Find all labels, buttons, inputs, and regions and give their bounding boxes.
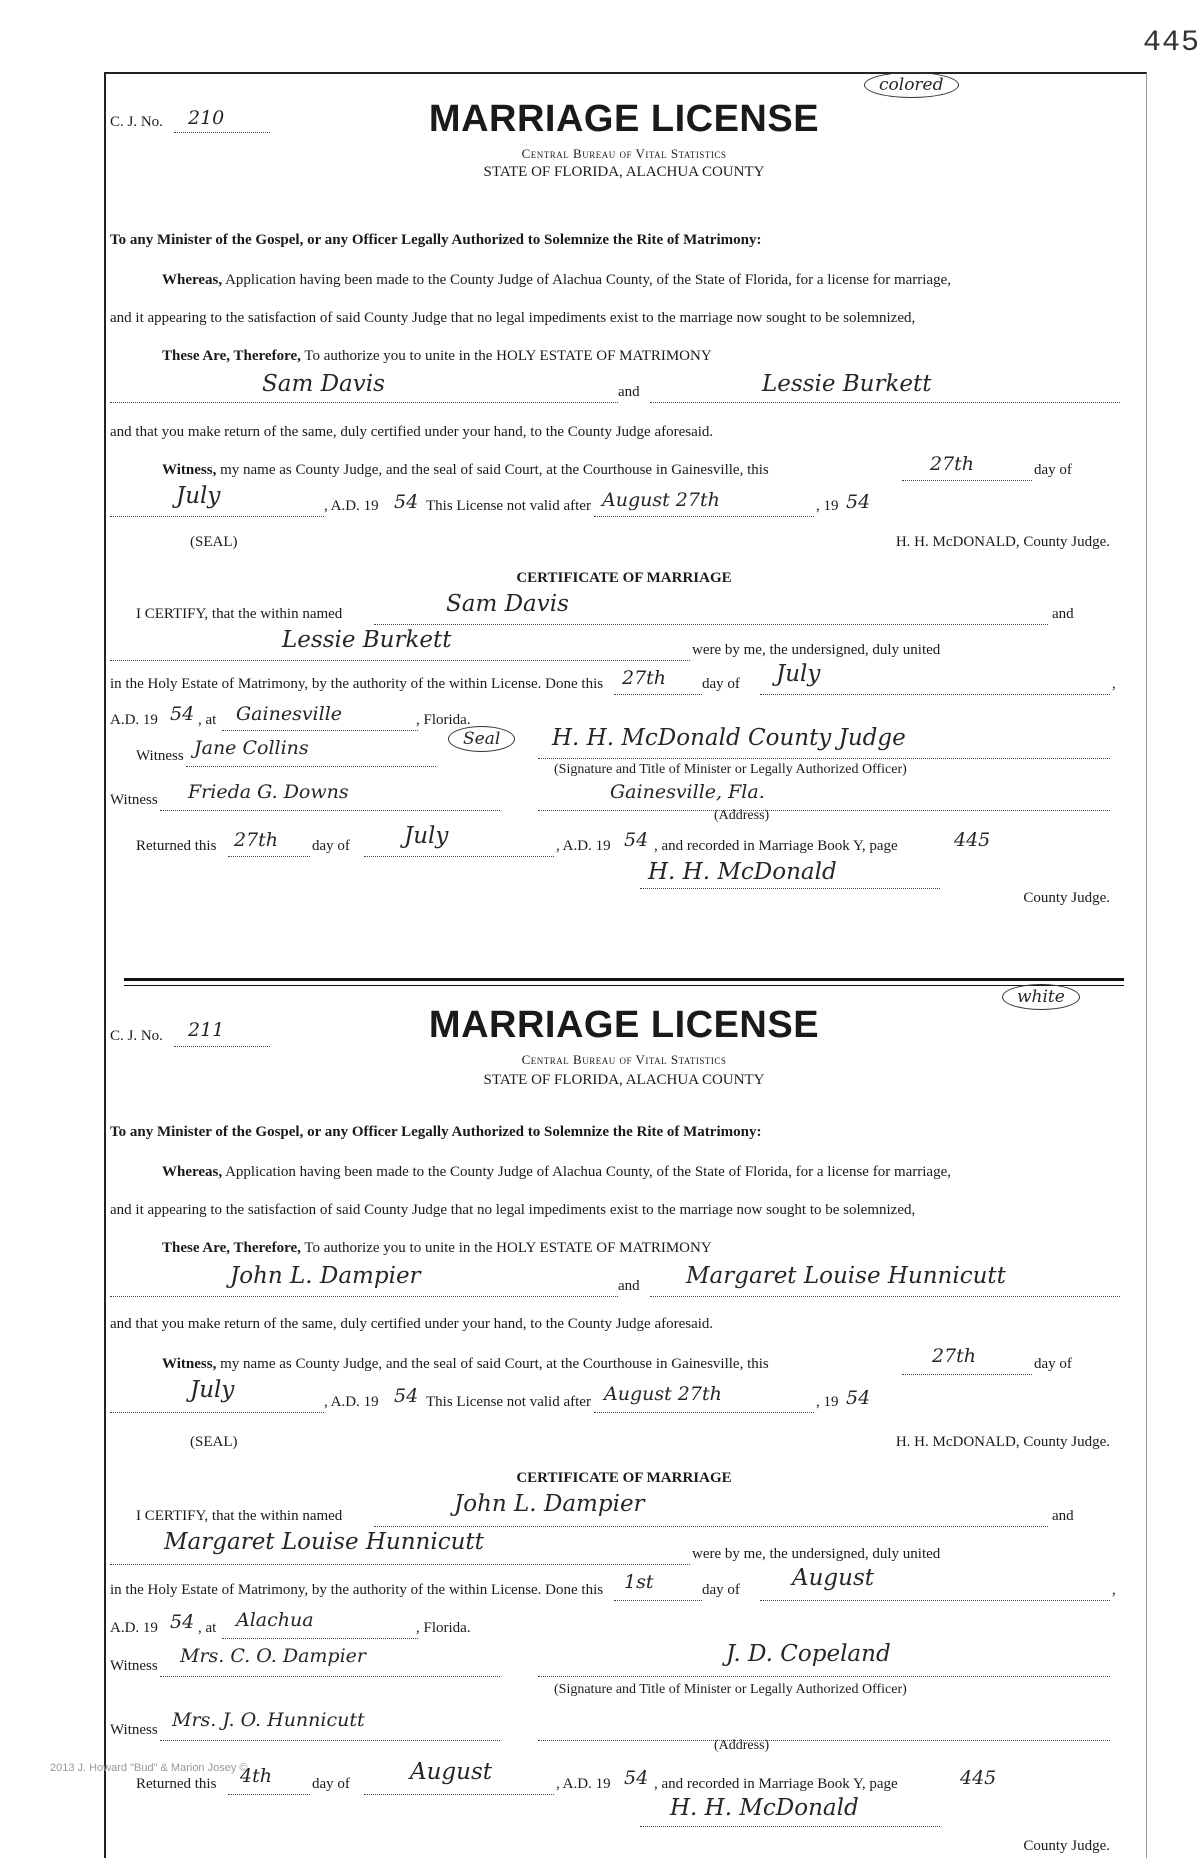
county-judge-label: County Judge. (1023, 890, 1110, 906)
witness2-name: Mrs. J. O. Hunnicutt (172, 1709, 365, 1731)
returned-month: August (410, 1759, 493, 1785)
returned-month: July (404, 823, 449, 849)
groom-name: John L. Dampier (230, 1263, 421, 1289)
license-month: July (176, 483, 221, 509)
witness-label: Witness, (162, 462, 217, 478)
state-county-subtitle: STATE OF FLORIDA, ALACHUA COUNTY (483, 164, 765, 180)
officer-address: Gainesville, Fla. (610, 781, 765, 803)
not-valid-date: August 27th (602, 489, 720, 511)
not-valid-year: 54 (846, 1387, 871, 1409)
license-day: 27th (930, 453, 975, 475)
license-year: 54 (394, 1385, 419, 1407)
return-line: and that you make return of the same, duly certified under your hand, to the County Judge aforesaid. (110, 424, 714, 440)
returned-ad-label: , A.D. 19 (556, 838, 611, 854)
copyright-watermark: 2013 J. Howard "Bud" & Marion Josey © (50, 1762, 248, 1774)
return-line: and that you make return of the same, duly certified under your hand, to the County Judge aforesaid. (110, 1316, 714, 1332)
done-day: 1st (624, 1571, 654, 1593)
cert-year: 54 (170, 1611, 195, 1633)
at-label: , at (198, 1620, 217, 1636)
to-any-minister: To any Minister of the Gospel, or any Officer Legally Authorized to Solemnize the Rite of Matrimony: (110, 1124, 762, 1140)
address-label: (Address) (714, 1738, 770, 1753)
witness2-label: Witness (110, 792, 158, 808)
returned-day: 4th (240, 1765, 272, 1787)
book-page: 445 (960, 1767, 997, 1789)
whereas-line (162, 1162, 951, 1182)
license-2 (110, 987, 1124, 1870)
done-comma: , (1112, 1582, 1116, 1598)
done-comma: , (1112, 676, 1116, 692)
book-page: 445 (954, 829, 991, 851)
county-judge-name: H. H. McDONALD, County Judge. (895, 534, 1110, 550)
to-any-minister: To any Minister of the Gospel, or any Officer Legally Authorized to Solemnize the Rite of Matrimony: (110, 232, 762, 248)
cj-label: C. J. No. (110, 1028, 163, 1044)
whereas-line (162, 270, 951, 290)
and-word: and (618, 384, 640, 400)
cert-groom: Sam Davis (446, 591, 569, 617)
witness-text: my name as County Judge, and the seal of said Court, at the Courthouse in Gainesville, this (220, 1356, 769, 1372)
i-certify-label: I CERTIFY, that the within named (136, 1508, 343, 1524)
at-label: , at (198, 712, 217, 728)
ad-label: , A.D. 19 (324, 498, 379, 514)
ad-label: , A.D. 19 (324, 1394, 379, 1410)
done-month: July (776, 661, 821, 687)
marriage-place: Alachua (236, 1609, 314, 1631)
witness-label: Witness, (162, 1356, 217, 1372)
i-certify-label: I CERTIFY, that the within named (136, 606, 343, 622)
returned-year: 54 (624, 1767, 649, 1789)
cert-ad-label: A.D. 19 (110, 1620, 158, 1636)
returned-day: 27th (234, 829, 279, 851)
not-valid-label: This License not valid after (426, 498, 591, 514)
page-number: 445 (1142, 26, 1200, 60)
section-divider (124, 978, 1124, 986)
these-are-text: To authorize you to unite in the HOLY ESTATE OF MATRIMONY (304, 1240, 712, 1256)
returned-month-field (364, 836, 554, 857)
bride-name: Margaret Louise Hunnicutt (686, 1263, 1006, 1289)
holy-estate-label: in the Holy Estate of Matrimony, by the authority of the within License. Done this (110, 676, 604, 692)
cert-and-label: and (1052, 1508, 1074, 1524)
cert-bride: Lessie Burkett (282, 627, 452, 653)
witness1-label: Witness (110, 1658, 158, 1674)
recorded-label: , and recorded in Marriage Book Y, page (654, 1776, 898, 1792)
address-label: (Address) (714, 808, 770, 823)
officer-address-field (538, 1720, 1110, 1741)
day-of-label: day of (1034, 1356, 1072, 1372)
these-are-line (162, 1238, 712, 1258)
license-day: 27th (932, 1345, 977, 1367)
judge-signature: H. H. McDonald (648, 859, 837, 885)
signature-title-label: (Signature and Title of Minister or Legally Authorized Officer) (554, 762, 907, 777)
done-day-of-label: day of (702, 1582, 740, 1598)
cert-ad-label: A.D. 19 (110, 712, 158, 728)
not-valid-date: August 27th (604, 1383, 722, 1405)
these-are-label: These Are, Therefore, (162, 1240, 301, 1256)
witness2-name: Frieda G. Downs (188, 781, 349, 803)
done-month: August (792, 1565, 875, 1591)
not-valid-label: This License not valid after (426, 1394, 591, 1410)
officer-signature: J. D. Copeland (726, 1641, 891, 1667)
certificate-title: CERTIFICATE OF MARRIAGE (516, 1470, 732, 1486)
not-valid-19-label: , 19 (816, 1394, 839, 1410)
returned-label: Returned this (136, 1776, 217, 1792)
bride-name: Lessie Burkett (762, 371, 932, 397)
county-judge-name: H. H. McDONALD, County Judge. (895, 1434, 1110, 1450)
race-note: colored (864, 72, 959, 98)
bureau-subtitle: Central Bureau of Vital Statistics (521, 1052, 727, 1067)
certificate-title: CERTIFICATE OF MARRIAGE (516, 570, 732, 586)
these-are-text: To authorize you to unite in the HOLY ESTATE OF MATRIMONY (304, 348, 712, 364)
seal-stamp: Seal (448, 726, 515, 752)
whereas-label: Whereas, (162, 272, 223, 288)
and-word: and (618, 1278, 640, 1294)
cj-number: 210 (188, 107, 225, 129)
day-of-label: day of (1034, 462, 1072, 478)
cj-label: C. J. No. (110, 114, 163, 130)
witness2-label: Witness (110, 1722, 158, 1738)
license-title: MARRIAGE LICENSE (428, 1004, 820, 1046)
license-year: 54 (394, 491, 419, 513)
whereas-label: Whereas, (162, 1164, 223, 1180)
bureau-subtitle: Central Bureau of Vital Statistics (521, 146, 727, 161)
florida-label: , Florida. (416, 1620, 471, 1636)
cert-bride: Margaret Louise Hunnicutt (164, 1529, 484, 1555)
seal-label: (SEAL) (190, 534, 238, 550)
cert-year: 54 (170, 703, 195, 725)
whereas-text: Application having been made to the County Judge of Alachua County, of the State of Florida, for a license for marriage, (225, 272, 951, 288)
cert-groom: John L. Dampier (454, 1491, 645, 1517)
seal-label: (SEAL) (190, 1434, 238, 1450)
returned-day-of-label: day of (312, 838, 350, 854)
cj-number: 211 (188, 1019, 225, 1041)
florida-label: , Florida. (416, 712, 471, 728)
witness-judge-line (162, 460, 769, 480)
state-county-subtitle: STATE OF FLORIDA, ALACHUA COUNTY (483, 1072, 765, 1088)
returned-label: Returned this (136, 838, 217, 854)
groom-name: Sam Davis (262, 371, 385, 397)
witness-judge-line (162, 1354, 769, 1374)
these-are-label: These Are, Therefore, (162, 348, 301, 364)
returned-year: 54 (624, 829, 649, 851)
not-valid-19-label: , 19 (816, 498, 839, 514)
license-month: July (190, 1377, 235, 1403)
returned-ad-label: , A.D. 19 (556, 1776, 611, 1792)
witness1-label: Witness (136, 748, 184, 764)
county-judge-label: County Judge. (1023, 1838, 1110, 1854)
license-1 (110, 74, 1124, 944)
returned-day-of-label: day of (312, 1776, 350, 1792)
witness1-name: Mrs. C. O. Dampier (180, 1645, 366, 1667)
race-note: white (1002, 984, 1080, 1010)
were-by-me-label: were by me, the undersigned, duly united (692, 1546, 941, 1562)
signature-title-label: (Signature and Title of Minister or Legally Authorized Officer) (554, 1682, 907, 1697)
were-by-me-label: were by me, the undersigned, duly united (692, 642, 941, 658)
cert-and-label: and (1052, 606, 1074, 622)
holy-estate-label: in the Holy Estate of Matrimony, by the authority of the within License. Done this (110, 1582, 604, 1598)
recorded-label: , and recorded in Marriage Book Y, page (654, 838, 898, 854)
appearing-line: and it appearing to the satisfaction of said County Judge that no legal impediments exist to the marriage now sought to be solemnized, (110, 1202, 916, 1218)
witness1-name: Jane Collins (194, 737, 309, 759)
judge-signature: H. H. McDonald (670, 1795, 859, 1821)
done-day: 27th (622, 667, 667, 689)
license-title: MARRIAGE LICENSE (428, 98, 820, 140)
appearing-line: and it appearing to the satisfaction of said County Judge that no legal impediments exist to the marriage now sought to be solemnized, (110, 310, 916, 326)
whereas-text: Application having been made to the County Judge of Alachua County, of the State of Florida, for a license for marriage, (225, 1164, 951, 1180)
officer-signature: H. H. McDonald County Judge (552, 725, 906, 751)
marriage-place: Gainesville (236, 703, 343, 725)
witness-text: my name as County Judge, and the seal of said Court, at the Courthouse in Gainesville, this (220, 462, 769, 478)
done-day-of-label: day of (702, 676, 740, 692)
these-are-line (162, 346, 712, 366)
not-valid-year: 54 (846, 491, 871, 513)
